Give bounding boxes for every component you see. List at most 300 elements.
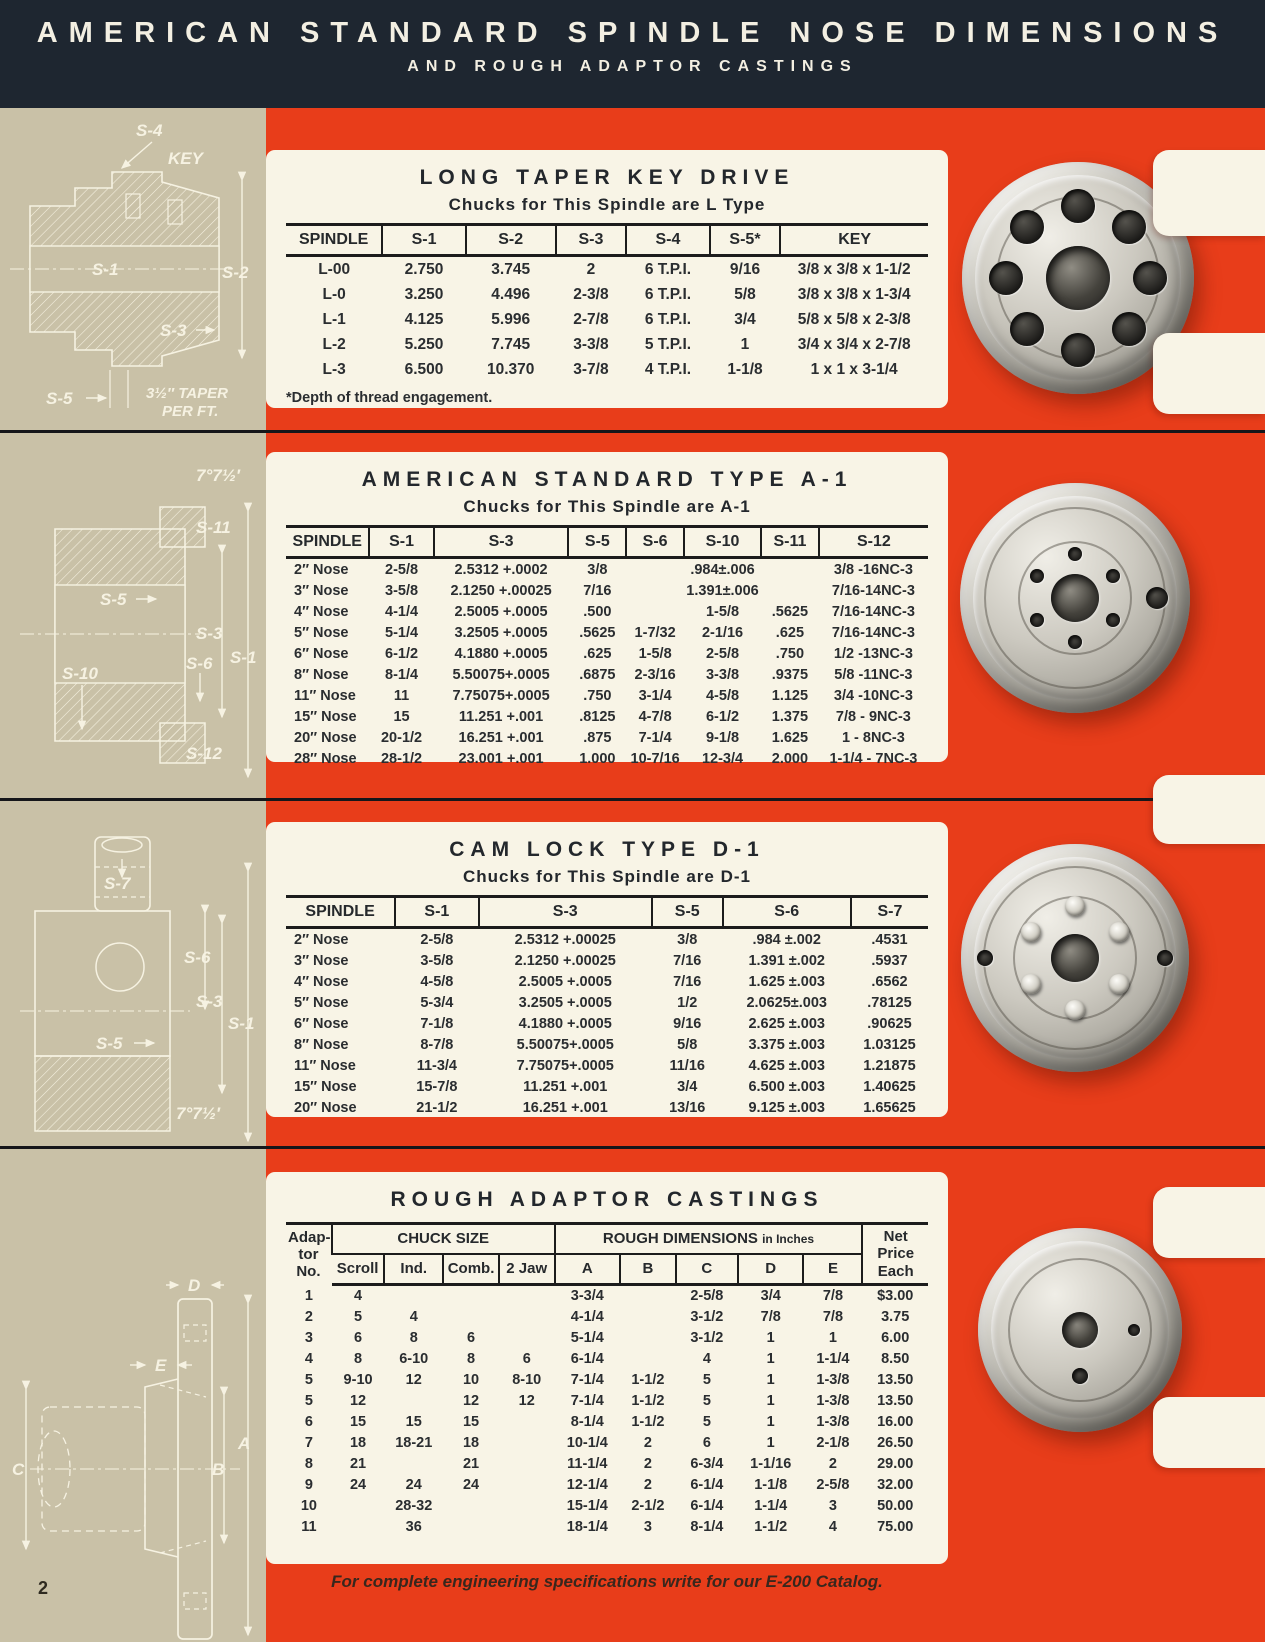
- chuck-hole: [989, 261, 1023, 295]
- header-text: ROUGH DIMENSIONS: [602, 1230, 758, 1248]
- table-cell: 7.745: [491, 335, 531, 353]
- table-cell: 2-5/8: [420, 931, 454, 948]
- table-cell: .750: [775, 645, 805, 662]
- table-cell: 6.500: [404, 360, 444, 378]
- table-cell: 1-3/8: [816, 1393, 850, 1410]
- table-cell: 4-5/8: [420, 973, 454, 990]
- table-cell: 7/16: [673, 973, 702, 990]
- table-cell: 12: [462, 1393, 480, 1410]
- table-cell: 1-3/8: [816, 1414, 850, 1431]
- column-header: S-1: [369, 527, 433, 558]
- table-cell: 4-1/4: [385, 603, 419, 620]
- table-cell: 1-1/2: [754, 1519, 788, 1536]
- table-row: [286, 558, 928, 581]
- table-cell: 15: [405, 1414, 422, 1431]
- table-row: [286, 1097, 928, 1118]
- table-cell: 4 T.P.I.: [644, 360, 692, 378]
- column-header: S-11: [761, 527, 819, 558]
- table-cell: 6: [354, 1330, 363, 1347]
- long-taper-table: [286, 223, 928, 382]
- table-cell: 2.5005 +.0005: [454, 603, 548, 620]
- screw-hole: [1030, 613, 1044, 627]
- table-cell: 26.50: [877, 1435, 914, 1452]
- table-cell: 7/16-14NC-3: [831, 624, 915, 641]
- dim-label-s7: S-7: [104, 874, 131, 893]
- column-header: A: [555, 1254, 621, 1284]
- card-cam-lock: [266, 822, 948, 1117]
- table-cell: 7/16-14NC-3: [831, 603, 915, 620]
- table-cell: 6″ Nose: [294, 1015, 349, 1032]
- table-cell: 7-1/4: [638, 729, 672, 746]
- table-header: [286, 1224, 928, 1285]
- table-header: [286, 897, 928, 928]
- column-header: S-12: [819, 527, 928, 558]
- cam-lock-table: [286, 895, 928, 1118]
- table-cell: 7/8: [822, 1309, 844, 1326]
- column-header: S-3: [434, 527, 569, 558]
- table-cell: 16.251 +.001: [458, 729, 544, 746]
- table-cell: 2.1250 +.00025: [450, 582, 552, 599]
- table-cell: 6.00: [881, 1330, 910, 1347]
- table-cell: 7-1/4: [570, 1372, 604, 1389]
- table-cell: 3/8: [587, 561, 608, 578]
- table-cell: 5: [304, 1372, 313, 1389]
- table-cell: 6-1/2: [385, 645, 419, 662]
- table-cell: 3-3/8: [573, 335, 609, 353]
- table-cell: 3.75: [881, 1309, 910, 1326]
- index-tab: [1153, 333, 1265, 414]
- table-cell: 2: [643, 1456, 652, 1473]
- table-row: [286, 1496, 928, 1517]
- column-header: D: [738, 1254, 804, 1284]
- dim-label-s3: S-3: [160, 321, 187, 340]
- table-cell: 3-1/2: [690, 1309, 724, 1326]
- table-cell: 1: [766, 1330, 775, 1347]
- side-hole: [1146, 587, 1168, 609]
- chuck-photo-d1-type: [961, 844, 1189, 1072]
- table-cell: 3-7/8: [573, 360, 609, 378]
- table-cell: 3.2505 +.0005: [518, 994, 612, 1011]
- table-cell: 2-3/16: [634, 666, 676, 683]
- rough-casting-side-view-drawing: [0, 1149, 266, 1642]
- page-subtitle: AND ROUGH ADAPTOR CASTINGS: [407, 58, 858, 75]
- screw-hole: [1106, 569, 1120, 583]
- table-cell: 1-1/8: [727, 360, 763, 378]
- table-cell: 2-5/8: [816, 1477, 850, 1494]
- dim-label-s12: S-12: [186, 744, 222, 763]
- table-cell: 7/16: [673, 952, 702, 969]
- table-cell: 2-3/8: [573, 285, 609, 303]
- table-cell: 2″ Nose: [294, 561, 349, 578]
- table-cell: 8″ Nose: [294, 1036, 349, 1053]
- header-line: Adap-: [288, 1228, 331, 1246]
- column-header: S-6: [626, 527, 684, 558]
- cam-lock-cross-section-drawing: [0, 801, 266, 1149]
- table-cell: 4-7/8: [638, 708, 672, 725]
- column-header-net-price: [862, 1224, 928, 1285]
- table-cell: 1.65625: [863, 1099, 916, 1116]
- table-row: [286, 1391, 928, 1412]
- cam-lock-stud: [1109, 974, 1129, 994]
- table-cell: 3/4: [760, 1288, 781, 1305]
- table-row: [286, 992, 928, 1013]
- table-cell: 4: [702, 1351, 711, 1368]
- table-cell: 5″ Nose: [294, 994, 349, 1011]
- table-body: [286, 558, 928, 770]
- table-cell: 2.5005 +.0005: [518, 973, 612, 990]
- table-cell: [620, 1284, 676, 1307]
- section-divider: [0, 798, 1265, 801]
- table-cell: [499, 1412, 555, 1433]
- table-cell: 5.50075+.0005: [516, 1036, 614, 1053]
- table-cell: 16.251 +.001: [522, 1099, 608, 1116]
- table-cell: 2: [586, 260, 596, 278]
- table-cell: 6-10: [399, 1351, 429, 1368]
- chuck-hole: [1112, 312, 1146, 346]
- table-cell: 6: [467, 1330, 476, 1347]
- table-cell: 1.03125: [863, 1036, 916, 1053]
- column-header: S-5: [652, 897, 723, 928]
- table-cell: 15: [349, 1414, 367, 1431]
- table-cell: 1.125: [771, 687, 809, 704]
- table-cell: 11-1/4: [567, 1456, 608, 1473]
- table-cell: 3: [643, 1519, 652, 1536]
- table-cell: 11-3/4: [416, 1057, 458, 1074]
- table-cell: .875: [583, 729, 612, 746]
- table-cell: 1: [766, 1435, 775, 1452]
- table-cell: 1-1/2: [631, 1414, 665, 1431]
- table-cell: [620, 1349, 676, 1370]
- table-cell: 5-3/4: [420, 994, 454, 1011]
- table-cell: 1-1/4: [816, 1351, 850, 1368]
- table-cell: 10.370: [486, 360, 535, 378]
- table-cell: 1.391±.006: [686, 582, 759, 599]
- table-cell: 10: [300, 1498, 317, 1515]
- table-cell: 9-10: [343, 1372, 373, 1389]
- table-cell: 5: [702, 1372, 711, 1389]
- table-cell: 7.75075+.0005: [516, 1057, 614, 1074]
- table-cell: 4.1880 +.0005: [454, 645, 548, 662]
- table-cell: 21: [462, 1456, 480, 1473]
- table-cell: 2: [643, 1435, 652, 1452]
- index-tab: [1153, 775, 1265, 844]
- table-cell: 8: [467, 1351, 476, 1368]
- table-cell: 6-1/4: [570, 1351, 604, 1368]
- table-cell: .5625: [579, 624, 616, 641]
- table-cell: 4.125: [404, 310, 444, 328]
- table-cell: 10: [462, 1372, 480, 1389]
- table-row: [286, 1475, 928, 1496]
- cam-socket-hole: [1157, 950, 1173, 966]
- table-row: [286, 1454, 928, 1475]
- table-row: [286, 928, 928, 951]
- table-cell: 8: [409, 1330, 418, 1347]
- section-divider: [0, 430, 1265, 433]
- table-cell: 20-1/2: [380, 729, 423, 746]
- table-row: [286, 357, 928, 382]
- table-cell: [499, 1496, 555, 1517]
- table-cell: 21-1/2: [416, 1099, 458, 1116]
- table-cell: 13.50: [877, 1372, 914, 1389]
- table-cell: [499, 1433, 555, 1454]
- chuck-center-bore: [1051, 574, 1099, 622]
- taper-note-line1: 3½″ TAPER: [146, 385, 228, 402]
- column-header: S-4: [626, 225, 709, 256]
- table-cell: 5-1/4: [385, 624, 419, 641]
- table-row: [286, 1433, 928, 1454]
- table-cell: 1-1/16: [750, 1456, 792, 1473]
- chuck-hole: [1133, 261, 1167, 295]
- table-row: [286, 748, 928, 769]
- table-cell: 7/16-14NC-3: [831, 582, 915, 599]
- table-cell: 5/8: [677, 1036, 698, 1053]
- table-cell: 4: [828, 1519, 837, 1536]
- table-cell: 3.375 ±.003: [748, 1036, 825, 1053]
- table-cell: 1: [828, 1330, 837, 1347]
- dim-label-s3: S-3: [196, 624, 223, 643]
- dim-label-s1: S-1: [92, 260, 119, 279]
- dim-label-c: C: [12, 1460, 25, 1479]
- table-cell: 15-1/4: [566, 1498, 608, 1515]
- table-cell: 1-3/8: [816, 1372, 850, 1389]
- table-cell: [499, 1307, 555, 1328]
- column-header: S-5*: [710, 225, 781, 256]
- table-cell: 2.750: [404, 260, 444, 278]
- table-cell: 4: [304, 1351, 313, 1368]
- table-cell: 6-1/4: [690, 1477, 724, 1494]
- table-cell: 8-10: [512, 1372, 542, 1389]
- table-cell: 6: [304, 1414, 313, 1431]
- column-header-adaptor-no: [286, 1224, 332, 1285]
- table-cell: 4: [354, 1288, 363, 1305]
- table-cell: 1.625 ±.003: [748, 973, 825, 990]
- table-cell: .6562: [871, 973, 908, 990]
- chuck-hole: [1010, 312, 1044, 346]
- table-cell: 1/2 -13NC-3: [833, 645, 913, 662]
- section-title: CAM LOCK TYPE D-1: [449, 838, 765, 861]
- table-cell: 2-5/8: [690, 1288, 724, 1305]
- table-row: [286, 950, 928, 971]
- table-cell: 18-1/4: [566, 1519, 608, 1536]
- dim-label-s5: S-5: [46, 389, 73, 408]
- table-cell: 5 T.P.I.: [644, 335, 692, 353]
- table-cell: 9: [304, 1477, 313, 1494]
- table-cell: 6″ Nose: [294, 645, 349, 662]
- table-cell: 7/8: [822, 1288, 844, 1305]
- chuck-hole: [1010, 210, 1044, 244]
- table-cell: 3/8 x 3/8 x 1-3/4: [797, 285, 911, 303]
- dim-label-e: E: [155, 1356, 167, 1375]
- screw-hole: [1030, 569, 1044, 583]
- table-cell: .6875: [579, 666, 616, 683]
- table-body: [286, 256, 928, 383]
- table-cell: 2-1/16: [701, 624, 744, 641]
- table-row: [286, 601, 928, 622]
- dim-label-s4: S-4: [136, 121, 163, 140]
- table-cell: 24: [462, 1477, 480, 1494]
- table-cell: 7/16: [583, 582, 612, 599]
- table-cell: [626, 601, 684, 622]
- table-cell: 2-5/8: [385, 561, 419, 578]
- table-cell: .8125: [579, 708, 616, 725]
- table-cell: 1.625: [771, 729, 809, 746]
- table-cell: [761, 580, 819, 601]
- table-row: [286, 1034, 928, 1055]
- table-cell: 8″ Nose: [294, 666, 349, 683]
- column-header: S-1: [382, 225, 465, 256]
- table-cell: 12: [518, 1393, 535, 1410]
- cam-lock-stud: [1109, 922, 1129, 942]
- table-row: [286, 580, 928, 601]
- table-cell: 2.5312 +.00025: [514, 931, 616, 948]
- table-cell: L-0: [322, 285, 346, 303]
- table-cell: 20″ Nose: [294, 1099, 357, 1116]
- casting-hole: [1128, 1324, 1140, 1336]
- table-cell: 1: [304, 1287, 313, 1304]
- chuck-hole: [1112, 210, 1146, 244]
- column-header: S-5: [568, 527, 626, 558]
- table-row: [286, 1517, 928, 1538]
- table-cell: 5: [702, 1393, 711, 1410]
- table-cell: 8-7/8: [420, 1036, 454, 1053]
- table-cell: .9375: [771, 666, 809, 683]
- table-row: [286, 727, 928, 748]
- angle-label: 7°7½′: [196, 466, 240, 485]
- table-cell: 3/4 x 3/4 x 2-7/8: [797, 335, 911, 353]
- dim-label-s2: S-2: [222, 263, 249, 282]
- table-cell: 11: [393, 687, 410, 704]
- table-row: [286, 1307, 928, 1328]
- table-cell: 11.251 +.001: [458, 708, 544, 725]
- drawing-long-taper: [0, 108, 266, 430]
- table-cell: 11″ Nose: [294, 687, 356, 704]
- table-cell: 8-1/4: [690, 1519, 724, 1536]
- table-cell: 1: [740, 335, 750, 353]
- index-tab: [1153, 1397, 1265, 1468]
- column-header: S-3: [479, 897, 652, 928]
- table-cell: .750: [583, 687, 612, 704]
- table-cell: 9.125 ±.003: [748, 1099, 825, 1116]
- table-cell: 5/8 x 5/8 x 2-3/8: [797, 310, 911, 328]
- table-cell: .625: [583, 645, 612, 662]
- table-row: [286, 1328, 928, 1349]
- drawing-column: [0, 108, 266, 1642]
- table-cell: 20″ Nose: [294, 729, 357, 746]
- dim-label-a: A: [238, 1434, 251, 1453]
- table-cell: 29.00: [877, 1456, 914, 1473]
- table-cell: [626, 580, 684, 601]
- table-cell: 11.251 +.001: [523, 1078, 608, 1095]
- table-cell: 1-1/2: [631, 1393, 665, 1410]
- screw-hole: [1106, 613, 1120, 627]
- column-header: SPINDLE: [286, 527, 369, 558]
- card-long-taper: [266, 150, 948, 408]
- table-cell: [443, 1517, 499, 1538]
- header-unit: in Inches: [762, 1232, 815, 1247]
- table-cell: 7-1/8: [420, 1015, 454, 1032]
- table-cell: L-00: [318, 260, 351, 278]
- table-cell: 1/2: [677, 994, 698, 1011]
- table-row: [286, 685, 928, 706]
- table-cell: 6-1/2: [705, 708, 740, 725]
- table-row: [286, 622, 928, 643]
- taper-note-line2: PER FT.: [162, 403, 219, 420]
- table-cell: 2.625 ±.003: [748, 1015, 825, 1032]
- angle-label: 7°7½′: [176, 1104, 220, 1123]
- table-cell: 1.375: [771, 708, 809, 725]
- table-cell: 1-1/4 - 7NC-3: [829, 750, 918, 767]
- table-cell: 2.000: [771, 750, 809, 767]
- table-cell: 3/4: [734, 310, 756, 328]
- table-cell: 4.496: [491, 285, 531, 303]
- chuck-center-bore: [1046, 246, 1110, 310]
- rough-castings-table: [286, 1222, 928, 1538]
- dim-label-s1: S-1: [230, 648, 257, 667]
- table-cell: L-1: [322, 310, 346, 328]
- table-row: [286, 706, 928, 727]
- table-cell: [620, 1307, 676, 1328]
- table-cell: 1-1/8: [754, 1477, 788, 1494]
- table-cell: 10-7/16: [630, 750, 680, 767]
- table-cell: 3: [828, 1498, 837, 1515]
- table-cell: 8: [354, 1351, 363, 1368]
- section-subtitle: Chucks for This Spindle are A-1: [463, 497, 751, 516]
- header-line: Net: [883, 1228, 908, 1245]
- table-cell: 12: [405, 1372, 422, 1389]
- table-cell: 1-7/32: [634, 624, 676, 641]
- casting-center-bore: [1062, 1312, 1098, 1348]
- table-row: [286, 664, 928, 685]
- table-cell: 2.1250 +.00025: [514, 952, 616, 969]
- table-cell: 4″ Nose: [294, 603, 349, 620]
- table-cell: 1: [766, 1393, 775, 1410]
- table-cell: 15: [393, 708, 410, 725]
- table-cell: 1.40625: [863, 1078, 916, 1095]
- card-rough-castings: [266, 1172, 948, 1564]
- table-row: [286, 256, 928, 283]
- table-row: [286, 1013, 928, 1034]
- table-cell: 3.250: [404, 285, 444, 303]
- drawing-rough-casting: [0, 1149, 266, 1642]
- dim-label-s11: S-11: [196, 518, 231, 537]
- chuck-hole: [1061, 189, 1095, 223]
- table-cell: 3/4: [677, 1078, 698, 1095]
- table-cell: 75.00: [877, 1519, 914, 1536]
- table-cell: 28-32: [395, 1498, 433, 1515]
- table-header: [286, 527, 928, 558]
- table-cell: 3″ Nose: [294, 952, 349, 969]
- table-cell: 2: [828, 1456, 837, 1473]
- table-cell: 9/16: [729, 260, 761, 278]
- table-row: [286, 1370, 928, 1391]
- casting-hole: [1072, 1368, 1088, 1384]
- table-cell: 3-1/4: [638, 687, 672, 704]
- table-row: [286, 971, 928, 992]
- table-row: [286, 1076, 928, 1097]
- table-header: [286, 225, 928, 256]
- table-cell: [384, 1284, 443, 1307]
- table-cell: 7-1/4: [570, 1393, 604, 1410]
- header-line: Each: [877, 1262, 914, 1280]
- column-header: SPINDLE: [286, 897, 395, 928]
- table-row: [286, 1349, 928, 1370]
- table-cell: [384, 1391, 443, 1412]
- table-cell: 4″ Nose: [294, 973, 349, 990]
- table-cell: 6-3/4: [690, 1456, 724, 1473]
- table-cell: 12-1/4: [566, 1477, 608, 1494]
- table-row: [286, 1055, 928, 1076]
- column-group-rough-dimensions: [555, 1224, 863, 1254]
